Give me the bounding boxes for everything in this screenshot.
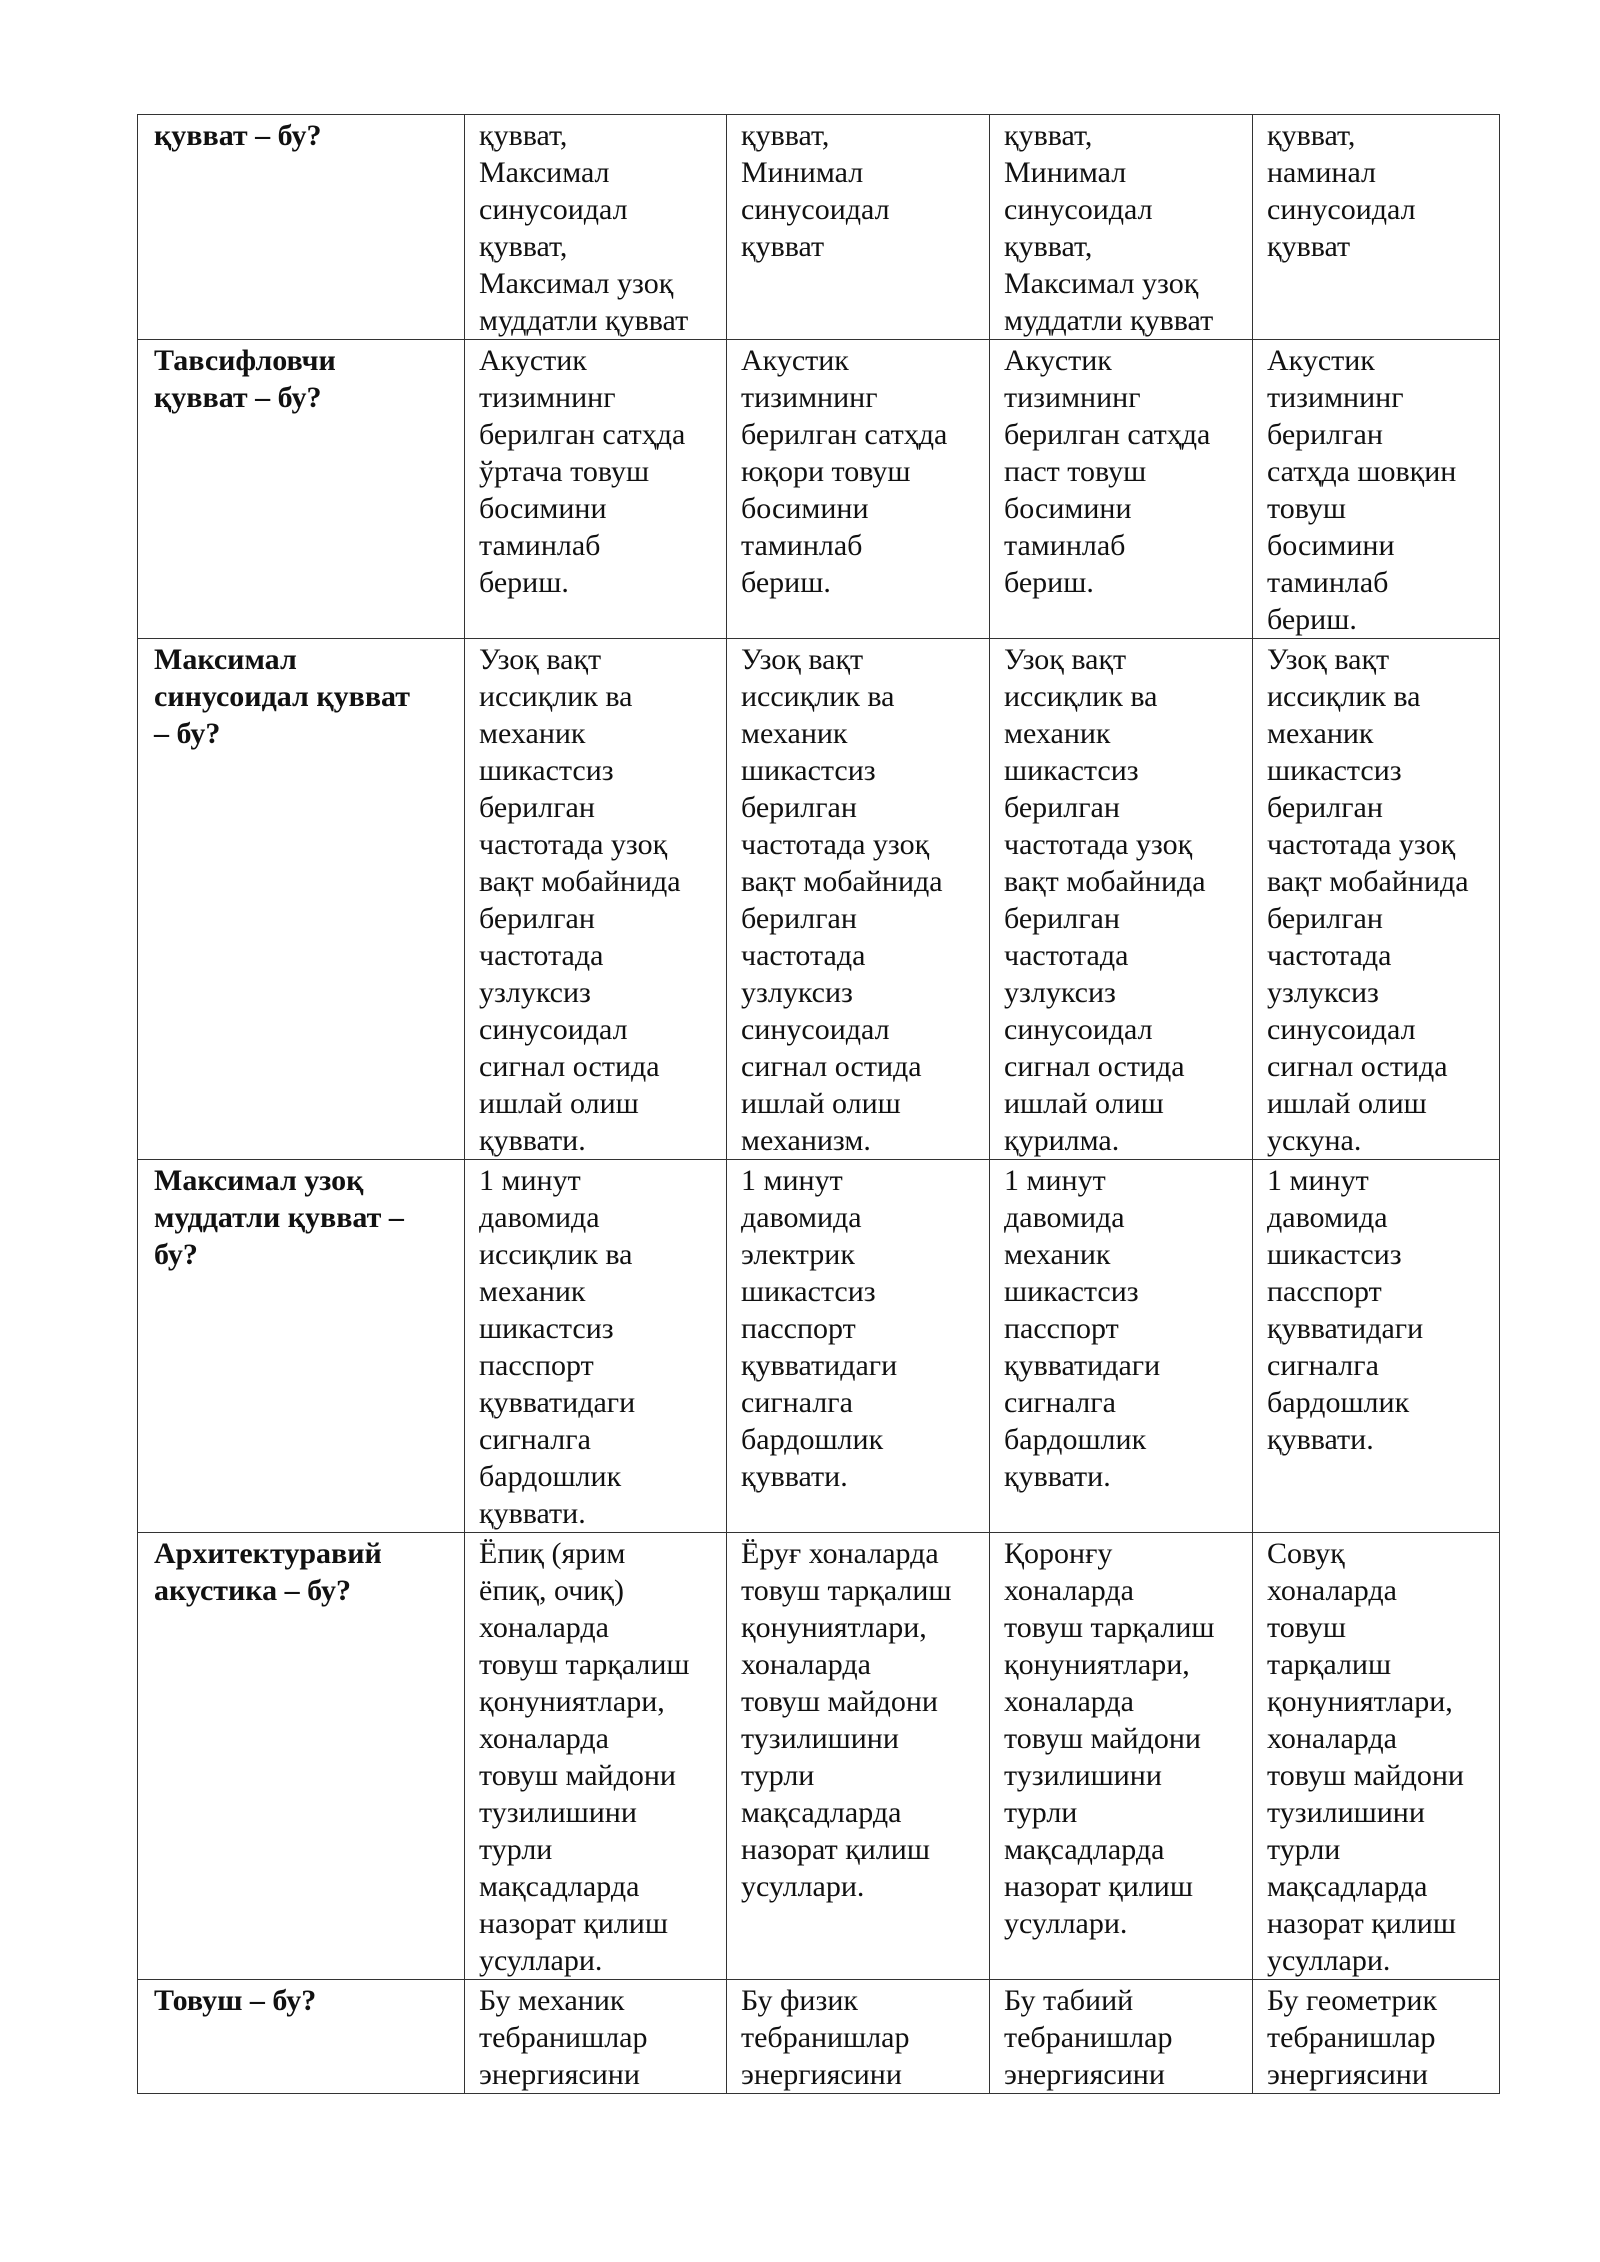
answer-option-d: 1 минут давомида шикастсиз пасспорт қувватидаги сигналга бардошлик қуввати. xyxy=(1253,1160,1500,1533)
answer-option-b: Бу физик тебранишлар энергиясини xyxy=(727,1980,990,2094)
answer-option-c: 1 минут давомида механик шикастсиз пасспорт қувватидаги сигналга бардошлик қуввати. xyxy=(990,1160,1253,1533)
answer-option-b: 1 минут давомида электрик шикастсиз пасспорт қувватидаги сигналга бардошлик қуввати. xyxy=(727,1160,990,1533)
table-row xyxy=(138,1533,1500,1980)
table-row xyxy=(138,1160,1500,1533)
answer-option-a: Бу механик тебранишлар энергиясини xyxy=(465,1980,727,2094)
answer-option-b: Узоқ вақт иссиқлик ва механик шикастсиз берилган частотада узоқ вақт мобайнида берилган частотада узлуксиз синусоидал сигнал остида ишлай олиш механизм. xyxy=(727,639,990,1160)
table-row xyxy=(138,1980,1500,2094)
answer-option-d: Совуқ хоналарда товуш тарқалиш қонуниятлари, хоналарда товуш майдони тузилишини турли мақсадларда назорат қилиш усуллари. xyxy=(1253,1533,1500,1980)
quiz-table xyxy=(137,114,1500,2094)
answer-option-d: қувват, наминал синусоидал қувват xyxy=(1253,115,1500,340)
answer-option-a: қувват, Максимал синусоидал қувват, Максимал узоқ муддатли қувват xyxy=(465,115,727,340)
answer-option-a: Ёпиқ (ярим ёпиқ, очиқ) хоналарда товуш тарқалиш қонуниятлари, хоналарда товуш майдони тузилишини турли мақсадларда назорат қилиш усуллари. xyxy=(465,1533,727,1980)
question-cell: қувват – бу? xyxy=(138,115,465,340)
answer-option-b: Ёруғ хоналарда товуш тарқалиш қонуниятлари, хоналарда товуш майдони тузилишини турли мақсадларда назорат қилиш усуллари. xyxy=(727,1533,990,1980)
answer-option-d: Акустик тизимнинг берилган сатҳда шовқин товуш босимини таминлаб бериш. xyxy=(1253,340,1500,639)
answer-option-b: Акустик тизимнинг берилган сатҳда юқори товуш босимини таминлаб бериш. xyxy=(727,340,990,639)
answer-option-d: Бу геометрик тебранишлар энергиясини xyxy=(1253,1980,1500,2094)
answer-option-a: 1 минут давомида иссиқлик ва механик шикастсиз пасспорт қувватидаги сигналга бардошлик қуввати. xyxy=(465,1160,727,1533)
answer-option-a: Узоқ вақт иссиқлик ва механик шикастсиз берилган частотада узоқ вақт мобайнида берилган частотада узлуксиз синусоидал сигнал остида ишлай олиш қуввати. xyxy=(465,639,727,1160)
answer-option-a: Акустик тизимнинг берилган сатҳда ўртача товуш босимини таминлаб бериш. xyxy=(465,340,727,639)
answer-option-c: Узоқ вақт иссиқлик ва механик шикастсиз берилган частотада узоқ вақт мобайнида берилган частотада узлуксиз синусоидал сигнал остида ишлай олиш қурилма. xyxy=(990,639,1253,1160)
question-cell: Тавсифловчи қувват – бу? xyxy=(138,340,465,639)
question-cell: Максимал узоқ муддатли қувват – бу? xyxy=(138,1160,465,1533)
answer-option-d: Узоқ вақт иссиқлик ва механик шикастсиз берилган частотада узоқ вақт мобайнида берилган частотада узлуксиз синусоидал сигнал остида ишлай олиш ускуна. xyxy=(1253,639,1500,1160)
table-row xyxy=(138,639,1500,1160)
table-row xyxy=(138,340,1500,639)
answer-option-c: қувват, Минимал синусоидал қувват, Максимал узоқ муддатли қувват xyxy=(990,115,1253,340)
question-cell: Архитектуравий акустика – бу? xyxy=(138,1533,465,1980)
question-cell: Товуш – бу? xyxy=(138,1980,465,2094)
answer-option-c: Қоронғу хоналарда товуш тарқалиш қонуниятлари, хоналарда товуш майдони тузилишини турли мақсадларда назорат қилиш усуллари. xyxy=(990,1533,1253,1980)
question-cell: Максимал синусоидал қувват – бу? xyxy=(138,639,465,1160)
answer-option-c: Бу табиий тебранишлар энергиясини xyxy=(990,1980,1253,2094)
answer-option-b: қувват, Минимал синусоидал қувват xyxy=(727,115,990,340)
table-row xyxy=(138,115,1500,340)
answer-option-c: Акустик тизимнинг берилган сатҳда паст товуш босимини таминлаб бериш. xyxy=(990,340,1253,639)
